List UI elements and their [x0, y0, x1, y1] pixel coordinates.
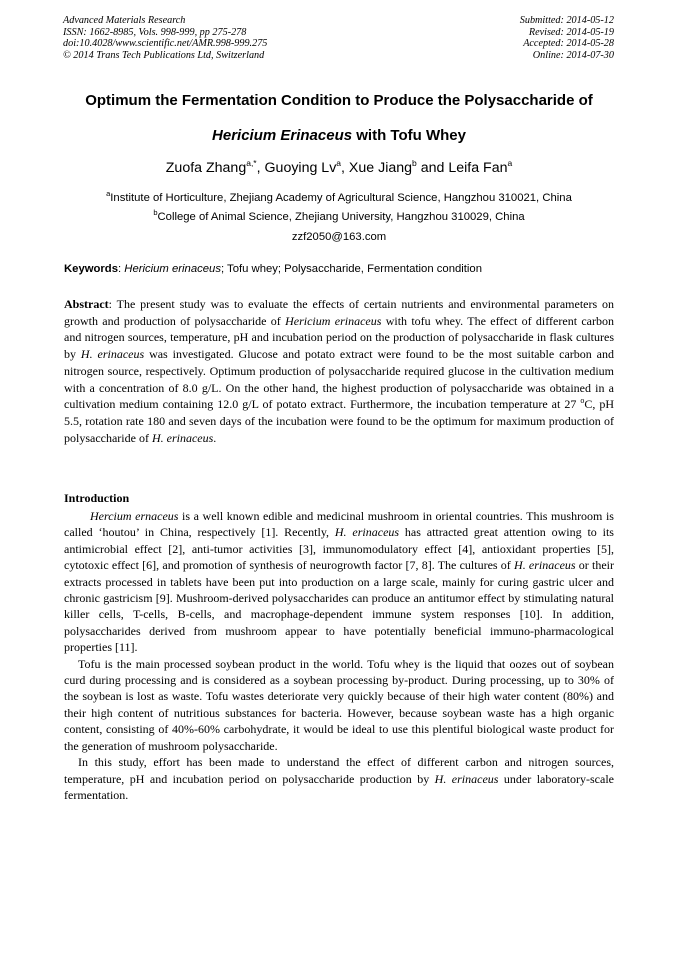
- species-name: H. erinaceus: [334, 525, 400, 540]
- species-name: Hericium erinaceus: [285, 313, 382, 328]
- species-name: Hercium ernaceus: [90, 509, 179, 523]
- intro-text: In this study, effort has been made to understand the effect of different carbon and nitrogen sources, temperature, pH and incubation period on polysaccharide production by: [64, 755, 614, 786]
- date-online: Online: 2014-07-30: [532, 49, 614, 61]
- title-rest: with Tofu Whey: [352, 127, 466, 144]
- date-revised: Revised: 2014-05-19: [528, 26, 614, 38]
- journal-doi: doi:10.4028/www.scientific.net/AMR.998-999.275: [63, 38, 268, 50]
- intro-text: or their extracts processed in tablets have been put into production on a large scale, mainly for curing gastric ulcer and chronic gastricism [9]. Mushroom-derived polysaccharides can produce an antitumor effect by stimulating natural killer cells, T-cells, B-cells, and macrophage-dependent immune system responses [10]. In addition, polysaccharides derived from mushroom appear to have potentially beneficial immuno-pharmacological properties [11].: [64, 558, 614, 655]
- intro-text: is a well known edible and medicinal mushroom in oriental countries. This mushroom is called ‘houtou’ in China, respectively [1]. Recently,: [64, 509, 614, 540]
- paper-title-line1: Optimum the Fermentation Condition to Produce the Polysaccharide of: [85, 92, 593, 109]
- intro-text: under laboratory-scale fermentation.: [64, 771, 614, 802]
- author-mark: a: [507, 158, 513, 168]
- date-submitted: Submitted: 2014-05-12: [519, 15, 614, 26]
- abstract-text: : The present study was to evaluate the effects of certain nutrients and environmental parameters on growth and production of polysaccharide of: [64, 297, 614, 328]
- abstract-text: with tofu whey. The effect of different carbon and nitrogen sources, temperature, pH and incubation period on the production of polysaccharide in flask cultures by: [64, 313, 614, 362]
- journal-name: Advanced Materials Research: [63, 15, 186, 26]
- paper-title-line2: [40, 127, 638, 144]
- intro-paragraph-1: [64, 508, 614, 656]
- author-mark: a,*: [246, 158, 257, 168]
- abstract-text: was investigated. Glucose and potato extract were found to be the most suitable carbon and nitrogen source, respectively. Optimum production of polysaccharide required glucose in the cultivation medium with a concentration of 8.0 g/L. On the other hand, the highest production of polysaccharide was obtained in a cultivation medium containing 12.0 g/L of potato extract. Furthermore, the incubation temperature at 27: [64, 347, 615, 412]
- author-list: [40, 158, 638, 176]
- submission-dates: [520, 15, 614, 61]
- author-separator: ,: [256, 160, 265, 176]
- date-accepted: Accepted: 2014-05-28: [523, 38, 614, 50]
- author-separator: ,: [341, 160, 349, 176]
- journal-info: [63, 15, 267, 61]
- affiliation-a: [40, 189, 638, 204]
- introduction-body: [64, 508, 614, 803]
- author-name: Leifa Fan: [448, 160, 508, 176]
- author-name: Xue Jiang: [348, 160, 413, 176]
- species-name: H. erinaceus: [434, 771, 499, 786]
- abstract-label: Abstract: [64, 297, 109, 311]
- species-name: H. erinaceus: [514, 558, 576, 573]
- intro-paragraph-3: [64, 754, 614, 803]
- affiliation-text: College of Animal Science, Zhejiang University, Hangzhou 310029, China: [157, 211, 525, 223]
- affiliation-b: [40, 208, 638, 223]
- author-email: zzf2050@163.com: [291, 231, 387, 243]
- keyword-species: Hericium erinaceus: [124, 263, 221, 275]
- keywords-rest: ; Tofu whey; Polysaccharide, Fermentation condition: [220, 263, 482, 275]
- intro-text: has attracted great attention owing to its antimicrobial effect [2], anti-tumor activities [3], immunomodulatory effect [4], antioxidant properties [5], cytotoxic effect [6], and promotion of synthesis of neurogrowth factor [7, 8]. The cultures of: [64, 525, 614, 573]
- title-species: Hericium Erinaceus: [212, 127, 353, 144]
- keywords-colon: :: [118, 263, 125, 275]
- keywords-label: Keywords: [64, 263, 118, 275]
- affiliation-mark: b: [153, 208, 158, 217]
- affiliation-text: Institute of Horticulture, Zhejiang Academy of Agricultural Science, Hangzhou 310021, China: [110, 192, 572, 204]
- species-name: H. erinaceus: [80, 347, 145, 362]
- author-name: Zuofa Zhang: [165, 160, 247, 176]
- author-mark: a: [336, 158, 342, 168]
- species-name: H. erinaceus: [151, 430, 214, 445]
- introduction-heading: Introduction: [64, 491, 130, 505]
- author-separator: and: [416, 160, 449, 176]
- abstract-text: C, pH 5.5, rotation rate 180 and seven days of the incubation were found to be the optimum for maximum production of polysaccharide of: [64, 397, 614, 445]
- keywords: [64, 263, 614, 275]
- author-mark: b: [412, 158, 417, 168]
- affiliation-mark: a: [106, 189, 111, 198]
- degree-mark: o: [580, 396, 585, 406]
- intro-paragraph-2: Tofu is the main processed soybean product in the world. Tofu whey is the liquid that oozes out of soybean curd during processing and is considered as a soybean processing by-product. During processing, up to 30% of the soybean is lost as waste. Tofu wastes deteriorate very quickly because of their high water content (80%) and their high content of nutritious substances for bacteria. However, because soybean waste has a high organic content, consisting of 40%-60% carbohydrate, it would be ideal to use this plentiful biological waste product for the generation of mushroom polysaccharide.: [64, 656, 614, 753]
- journal-issn: ISSN: 1662-8985, Vols. 998-999, pp 275-278: [63, 26, 247, 38]
- abstract-text: .: [213, 430, 217, 445]
- abstract: [64, 296, 614, 446]
- journal-copyright: © 2014 Trans Tech Publications Ltd, Switzerland: [63, 49, 265, 61]
- author-name: Guoying Lv: [264, 160, 337, 176]
